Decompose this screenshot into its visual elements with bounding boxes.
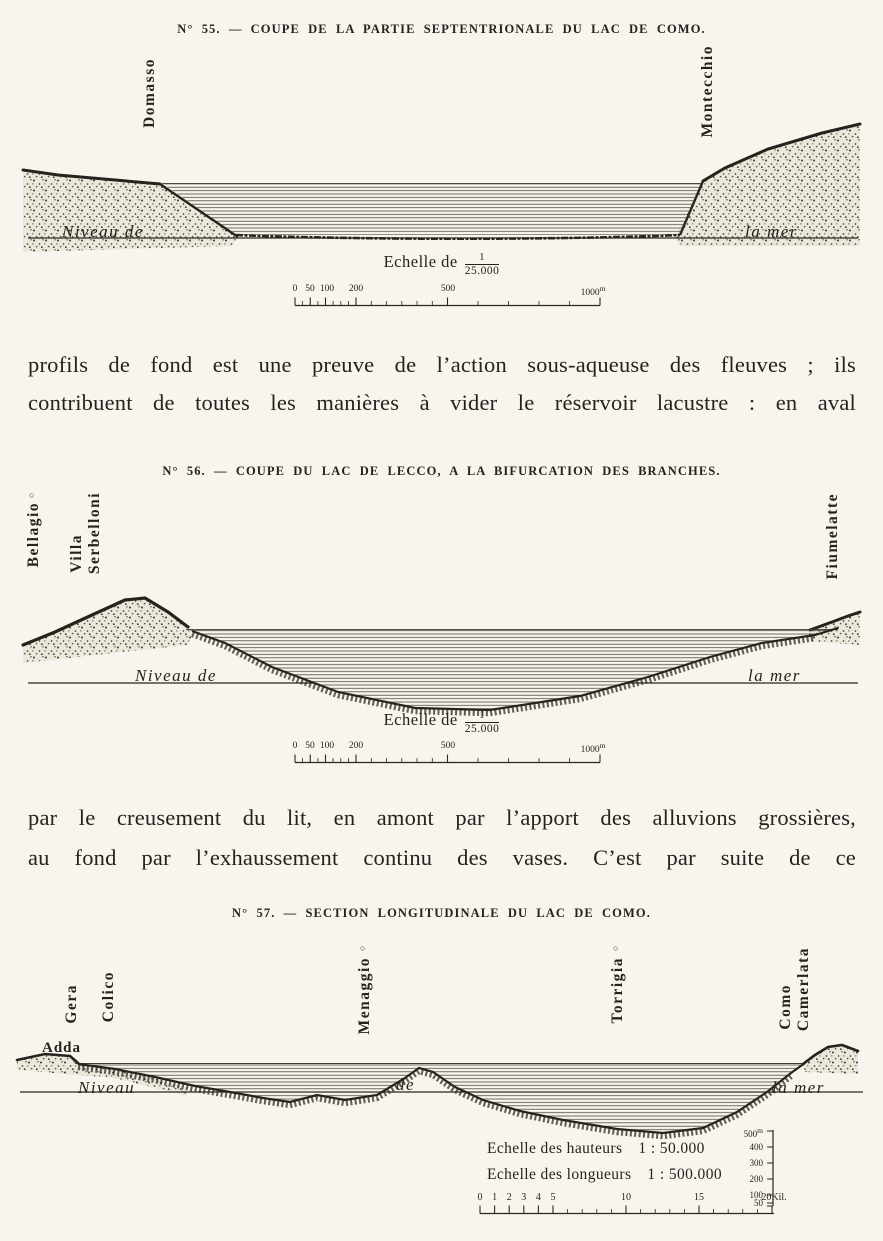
scale-fraction: $\frac{1}{25.000}$ bbox=[464, 709, 500, 735]
sea-level-label-left: Niveau de bbox=[62, 222, 144, 241]
label-fiumelatte: Fiumelatte bbox=[824, 493, 841, 580]
scalebar-tick: 100 bbox=[319, 741, 335, 751]
label-serbelloni: Serbelloni bbox=[86, 492, 103, 575]
sea-level-label-right: la mer bbox=[748, 666, 801, 685]
label-domasso: Domasso bbox=[141, 58, 158, 128]
scale-fraction: $\frac{1}{25.000}$ bbox=[464, 251, 500, 277]
height-tick: 100 bbox=[749, 1190, 763, 1200]
label-camerlata: Camerlata bbox=[795, 947, 812, 1032]
figure-56-caption: N° 56. — COUPE DU LAC DE LECCO, A LA BIFURCATION DES BRANCHES. bbox=[162, 464, 721, 478]
scalebar-tick: 500 bbox=[440, 741, 456, 751]
length-tick: 3 bbox=[521, 1192, 527, 1203]
height-tick: 400 bbox=[749, 1142, 763, 1152]
sea-level-label-3: la mer bbox=[772, 1078, 825, 1097]
body-text-line: au fond par l’exhaussement continu des vases. C’est par suite de ce bbox=[28, 845, 856, 870]
scalebar-tick: 100 bbox=[319, 284, 335, 294]
scalebar-tick: 50 bbox=[305, 284, 315, 294]
scalebar-ruler bbox=[293, 753, 605, 764]
body-text-line: profils de fond est une preuve de l’action sous-aqueuse des fleuves ; ils bbox=[28, 352, 856, 377]
figure-56-scale-text bbox=[0, 710, 883, 736]
length-tick: 2 bbox=[506, 1192, 512, 1203]
label-gera: Gera bbox=[63, 984, 80, 1024]
scalebar-tick: 0 bbox=[292, 284, 298, 294]
scale-prefix: Echelle de bbox=[383, 710, 458, 729]
scalebar-tick: 200 bbox=[348, 741, 364, 751]
town-marker-icon: ○ bbox=[29, 490, 35, 500]
label-menaggio: Menaggio bbox=[356, 957, 373, 1035]
length-ruler-line bbox=[478, 1204, 788, 1215]
height-tick: 200 bbox=[749, 1174, 763, 1184]
length-tick: 0 bbox=[477, 1192, 483, 1203]
scalebar-tick: 50 bbox=[305, 741, 315, 751]
scalebar-tick: 200 bbox=[348, 284, 364, 294]
scalebar-ruler bbox=[293, 296, 605, 307]
sea-level-label-2: de bbox=[396, 1075, 416, 1094]
heights-scale-note: Echelle des hauteurs 1 : 50.000 bbox=[487, 1140, 705, 1157]
sea-level-label-right: la mer bbox=[745, 222, 798, 241]
town-marker-icon: ○ bbox=[360, 943, 366, 953]
label-torrigia: Torrigia bbox=[609, 957, 626, 1024]
label-montecchio: Montecchio bbox=[699, 45, 716, 138]
figure-55-profile bbox=[20, 118, 863, 263]
body-text-line: contribuent de toutes les manières à vider le réservoir lacustre : en aval bbox=[28, 390, 856, 415]
label-villa: Villa bbox=[68, 534, 85, 573]
town-marker-icon: ○ bbox=[613, 943, 619, 953]
figure-56-scalebar bbox=[293, 741, 605, 767]
scalebar-tick: 500 bbox=[440, 284, 456, 294]
length-tick: 1 bbox=[492, 1192, 498, 1203]
sea-level-label-1: Niveau bbox=[78, 1078, 136, 1097]
label-como: Como bbox=[777, 984, 794, 1030]
length-tick: 15 bbox=[694, 1192, 704, 1203]
figure-55-caption: N° 55. — COUPE DE LA PARTIE SEPTENTRIONALE DU LAC DE COMO. bbox=[177, 22, 706, 36]
label-adda: Adda bbox=[42, 1040, 82, 1056]
figure-55-scale-text bbox=[0, 252, 883, 278]
length-tick: 20Kil. bbox=[761, 1192, 787, 1203]
length-tick: 10 bbox=[621, 1192, 631, 1203]
sea-level-label-left: Niveau de bbox=[135, 666, 217, 685]
length-tick: 4 bbox=[535, 1192, 541, 1203]
label-colico: Colico bbox=[100, 971, 117, 1023]
figure-57-length-ruler bbox=[478, 1192, 788, 1218]
body-text-line: par le creusement du lit, en amont par l’apport des alluvions grossières, bbox=[28, 805, 856, 830]
figure-55-scalebar bbox=[293, 284, 605, 310]
figure-57-caption: N° 57. — SECTION LONGITUDINALE DU LAC DE COMO. bbox=[232, 906, 651, 920]
scalebar-tick: 1000$^m$ bbox=[580, 741, 606, 756]
height-tick: 300 bbox=[749, 1158, 763, 1168]
lengths-scale-note: Echelle des longueurs 1 : 500.000 bbox=[487, 1166, 723, 1183]
length-tick: 5 bbox=[550, 1192, 556, 1203]
label-bellagio: Bellagio bbox=[25, 502, 42, 568]
scalebar-tick: 1000$^m$ bbox=[580, 284, 606, 299]
height-tick: 50 bbox=[754, 1198, 763, 1208]
scale-prefix: Echelle de bbox=[383, 252, 458, 271]
height-tick: 500$^m$ bbox=[743, 1126, 763, 1139]
scalebar-tick: 0 bbox=[292, 741, 298, 751]
